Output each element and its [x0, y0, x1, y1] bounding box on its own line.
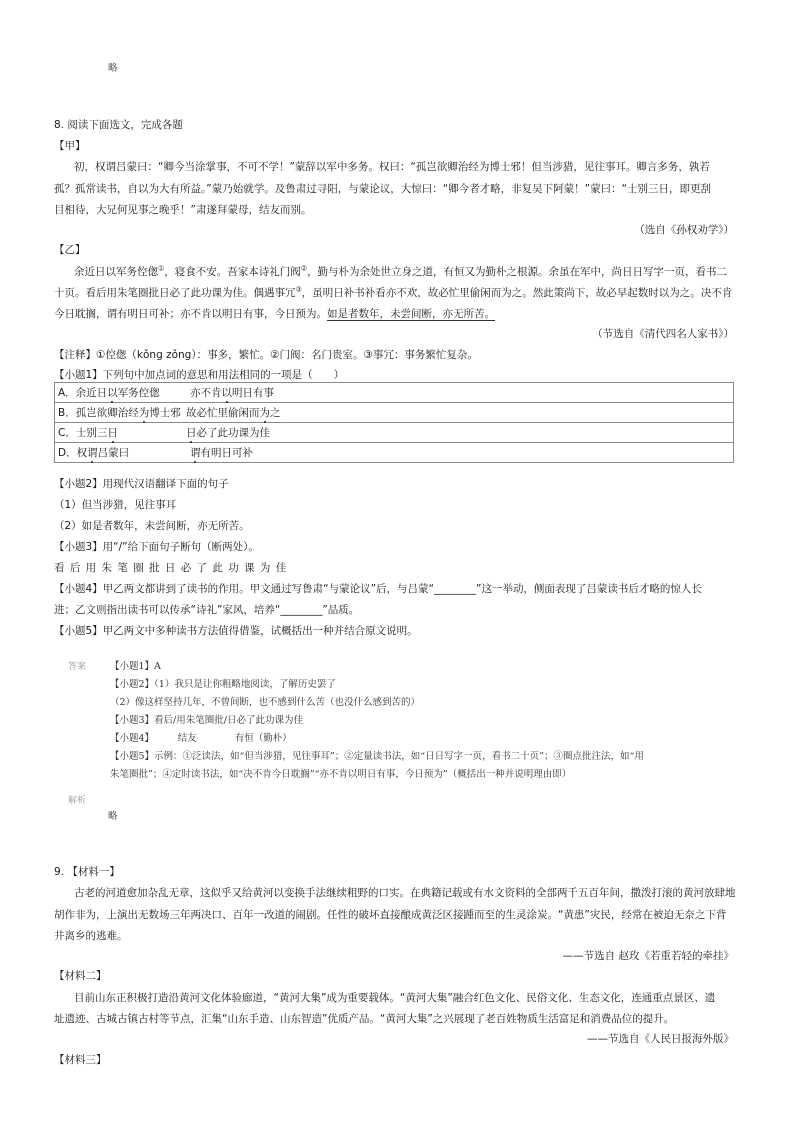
emphasis-dot-char: 谓	[87, 447, 98, 459]
option-right: 谓有明日可补	[190, 447, 253, 459]
option-left: D．权谓吕蒙曰	[58, 447, 130, 459]
passage-yi-line	[54, 285, 732, 300]
passage-jia-line: 孤？孤常读书，自以为大有所益。”蒙乃始就学。及鲁肃过寻阳，与蒙论议，大惊曰：“卿今者才略，非复吴下阿蒙！”蒙曰：“士别三日，即更刮	[54, 183, 712, 195]
material-1-line: 井离乡的逃难。	[54, 930, 128, 942]
answer-line: 【小题2】（1）我只是让你粗略地阅读，了解历史罢了	[110, 679, 336, 690]
passage-yi-label: 【乙】	[54, 244, 86, 256]
question-9-title: 9. 【材料一】	[54, 866, 120, 878]
sub-question-2-stem: 【小题2】用现代汉语翻译下面的句子	[54, 478, 229, 490]
footnote-mark: ②	[300, 264, 308, 273]
option-right: 亦不肯以明日有事	[190, 387, 274, 399]
passage-yi-line	[54, 306, 495, 321]
material-2-line: 址遗迹、古城古镇古村等节点，汇集“山东手造、山东智造”优质产品。“黄河大集”之兴展现了老百姓物质生活富足和消费品位的提升。	[54, 1013, 675, 1025]
answer-label: 答案	[68, 662, 87, 672]
emphasis-dot-char: 以	[221, 387, 232, 399]
option-right: 故必忙里偷闲而为之	[186, 407, 281, 419]
material-1-line: 古老的河道愈加杂乱无章，这似乎又给黄河以变换手法继续粗野的口实。在典籍记载或有水文资料的全部两千五百年间，撒泼打滚的黄河放肆地	[74, 887, 736, 899]
underlined-sentence: 如是者数年，未尝间断，亦无所苦。	[327, 308, 495, 320]
emphasis-dot-char: 谓	[190, 447, 201, 459]
answer-line: 【小题4】 结友 有恒（勤朴）	[110, 733, 292, 744]
passage-jia-line: 初，权谓吕蒙曰：“卿今当涂掌事，不可不学！”蒙辞以军中多务。权曰：“孤岂欲卿治经为博士邪！但当涉猎，见往事耳。卿言多务，孰若	[74, 161, 710, 173]
passage-yi-line	[74, 264, 727, 279]
footnote-mark: ①	[158, 264, 165, 273]
sub-question-2-item: （2）如是者数年，未尝间断，亦无所苦。	[54, 520, 250, 532]
sub-question-3-sentence: 看 后 用 朱 笔 圈 批 日 必 了 此 功 课 为 佳	[54, 562, 288, 574]
yi-text: 十页。看后用朱笔圈批日必了此功课为佳。偶遇事冗	[54, 287, 296, 299]
material-1-line: 胡作非为，上演出无数场三年两决口、百年一改道的闹剧。任性的破坏直接酿成黄泛区接踵而至的生灵涂炭。“黄患”灾民，经常在被迫无奈之下背	[54, 909, 727, 921]
material-2-label: 【材料二】	[54, 970, 107, 982]
passage-jia-label: 【甲】	[54, 140, 86, 152]
answer-line: （2）像这样坚持几年，不曾间断，也不感到什么苦（也没什么感到苦的）	[110, 697, 421, 708]
analysis-text: 略	[108, 811, 118, 822]
answer-line: 【小题5】示例：①泛读法，如“但当涉猎，见往事耳”；②定量读书法，如“日日写字一页，看书二十页”；③圈点批注法，如“用	[110, 751, 644, 762]
sub-question-3-stem: 【小题3】用“/”给下面句子断句（断两处）。	[54, 541, 259, 553]
emphasis-dot-char: 为	[259, 407, 270, 419]
option-cell	[55, 383, 734, 403]
emphasis-dot-char: 为	[138, 407, 150, 419]
yi-text: 余近日以军务倥偬	[74, 266, 158, 278]
passage-yi-source: （节选自《清代四名人家书》）	[592, 328, 734, 340]
option-right: 日必了此功课为佳	[186, 427, 270, 439]
option-row	[55, 443, 734, 463]
yi-text: 今日耽搁，谓有明日可补；亦不肯以明日有事，今日预为。	[54, 308, 327, 320]
top-marker: 略	[108, 63, 118, 74]
footnote-mark: ③	[295, 285, 302, 294]
option-cell	[55, 423, 734, 443]
option-row	[55, 423, 734, 443]
options-table	[54, 382, 734, 463]
sub-question-2-item: （1）但当涉猎，见往事耳	[54, 499, 177, 511]
option-row	[55, 403, 734, 423]
emphasis-dot-char: 以	[107, 387, 118, 399]
material-3-label: 【材料三】	[54, 1054, 107, 1066]
yi-text: ，虽明日补书补看亦不欢，故必忙里偷闲而为之。然此策尚下，故必早起数时以为之。决不肯	[301, 287, 733, 299]
passage-jia-line: 目相待，大兄何见事之晚乎！”肃遂拜蒙母，结友而别。	[54, 204, 312, 216]
option-left: A．余近日以军务倥偬	[58, 387, 160, 399]
material-2-line: 目前山东正积极打造沿黄河文化体验廊道，“黄河大集”成为重要载体。“黄河大集”融合红色文化、民俗文化、生态文化，连通重点景区、遗	[74, 992, 716, 1004]
answer-line: 【小题1】A	[110, 661, 161, 672]
material-1-source: ——节选自 赵玫《若重若轻的牵挂》	[562, 950, 734, 962]
sub-question-4-line: 进；乙文则指出读书可以传承“诗礼”家风，培养“________”品质。	[54, 604, 360, 616]
question-8-title: 8. 阅读下面选文，完成各题	[54, 119, 183, 131]
option-cell	[55, 403, 734, 423]
emphasis-dot-char: 日	[107, 427, 118, 439]
option-cell	[55, 443, 734, 463]
answer-line: 【小题3】看后/用朱笔圈批/日必了此功课为佳	[110, 715, 303, 726]
option-row	[55, 383, 734, 403]
emphasis-dot-char: 日	[186, 427, 197, 439]
sub-question-5-stem: 【小题5】甲乙两文中多种读书方法值得借鉴，试概括出一种并结合原文说明。	[54, 625, 418, 637]
option-left: B．孤岂欲卿治经为博士邪	[58, 407, 181, 419]
material-2-source: ——节选自《人民日报海外版》	[587, 1033, 734, 1045]
yi-text: ，勤与朴为余处世立身之道，有恒又为勤朴之根源。余虽在军中，尚日日写字一页，看书二	[307, 266, 728, 278]
passage-jia-source: （选自《孙权劝学》）	[634, 224, 734, 236]
sub-question-4-line: 【小题4】甲乙两文都讲到了读书的作用。甲文通过写鲁肃“与蒙论议”后，与吕蒙“________”这一举动，侧面表现了吕蒙读书后才略的惊人长	[54, 583, 702, 595]
option-left: C．士别三日	[58, 427, 118, 439]
sub-question-1-stem: 【小题1】下列句中加点词的意思和用法相同的一项是（ ）	[54, 369, 345, 381]
analysis-label: 解析	[68, 796, 87, 806]
notes: 【注释】①倥偬（kǒng zǒng）：事多，繁忙。②门阀：名门贵室。③事冗：事务繁忙复杂。	[54, 349, 478, 361]
answer-line: 朱笔圈批”；④定时读书法，如“决不肯今日耽搁”“亦不肯以明日有事，今日预为”（概括出一种并说明理由即）	[110, 769, 572, 780]
yi-text: ，寝食不安。吾家本诗礼门阀	[164, 266, 301, 278]
